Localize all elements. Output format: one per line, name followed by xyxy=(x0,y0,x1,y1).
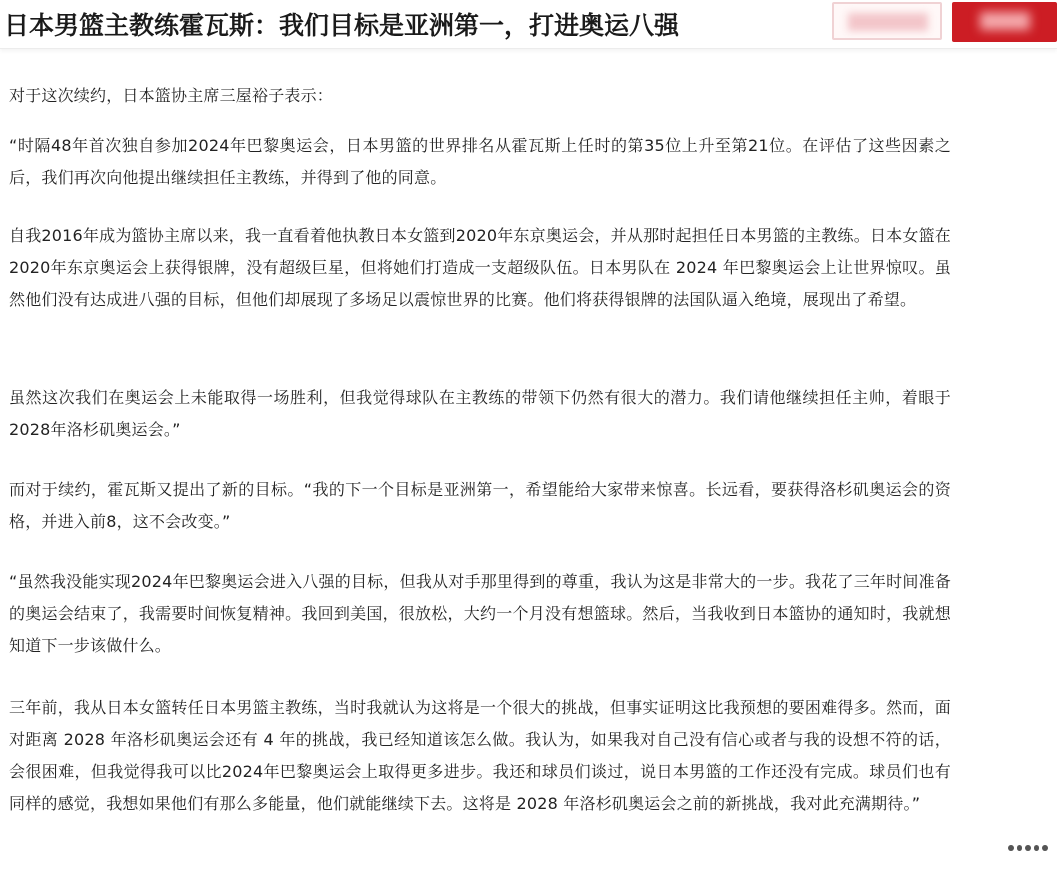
paragraph-5: 而对于续约，霍瓦斯又提出了新的目标。“我的下一个目标是亚洲第一，希望能给大家带来惊喜。长远看，要获得洛杉矶奥运会的资格，并进入前8，这不会改变。” xyxy=(9,480,951,531)
article-body xyxy=(0,48,1057,873)
article-headline: 日本男篮主教练霍瓦斯：我们目标是亚洲第一，打进奥运八强 xyxy=(4,11,680,40)
paragraph-1: 对于这次续约，日本篮协主席三屋裕子表示： xyxy=(9,86,334,105)
paragraph-3: 自我2016年成为篮协主席以来，我一直看着他执教日本女篮到2020年东京奥运会，并从那时起担任日本男篮的主教练。日本女篮在2020年东京奥运会上获得银牌，没有超级巨星，但将她们打造成一支超级队伍。日本男队在 2024 年巴黎奥运会上让世界惊叹。虽然他们没有达成进八强的目标，但他们却展现了多场足以震惊世界的比赛。他们将获得银牌的法国队逼入绝境，展现出了希望。 xyxy=(9,226,951,309)
blurred-label xyxy=(980,12,1030,30)
action-button-blurred[interactable] xyxy=(952,2,1057,42)
paragraph-6: “虽然我没能实现2024年巴黎奥运会进入八强的目标，但我从对手那里得到的尊重，我认为这是非常大的一步。我花了三年时间准备的奥运会结束了，我需要时间恢复精神。我回到美国，很放松，大约一个月没有想篮球。然后，当我收到日本篮协的通知时，我就想知道下一步该做什么。 xyxy=(9,572,951,655)
paragraph-2: “时隔48年首次独自参加2024年巴黎奥运会，日本男篮的世界排名从霍瓦斯上任时的第35位上升至第21位。在评估了这些因素之后，我们再次向他提出继续担任主教练，并得到了他的同意。 xyxy=(9,136,951,187)
paragraph-7: 三年前，我从日本女篮转任日本男篮主教练，当时我就认为这将是一个很大的挑战，但事实证明这比我预想的要困难得多。然而，面对距离 2028 年洛杉矶奥运会还有 4 年的挑战，我已经知道该怎么做。我认为，如果我对自己没有信心或者与我的设想不符的话，会很困难，但我觉得我可以比2024年巴黎奥运会上取得更多进步。我还和球员们谈过，说日本男篮的工作还没有完成。球员们也有同样的感觉，我想如果他们有那么多能量，他们就能继续下去。这将是 2028 年洛杉矶奥运会之前的新挑战，我对此充满期待。” xyxy=(9,698,951,813)
blurred-label xyxy=(848,13,928,31)
paragraph-4: 虽然这次我们在奥运会上未能取得一场胜利，但我觉得球队在主教练的带领下仍然有很大的潜力。我们请他继续担任主帅，着眼于2028年洛杉矶奥运会。” xyxy=(9,388,951,439)
header-bar xyxy=(0,0,1057,49)
watermark-dots-icon xyxy=(1008,842,1048,854)
follow-button-blurred[interactable] xyxy=(832,2,942,40)
